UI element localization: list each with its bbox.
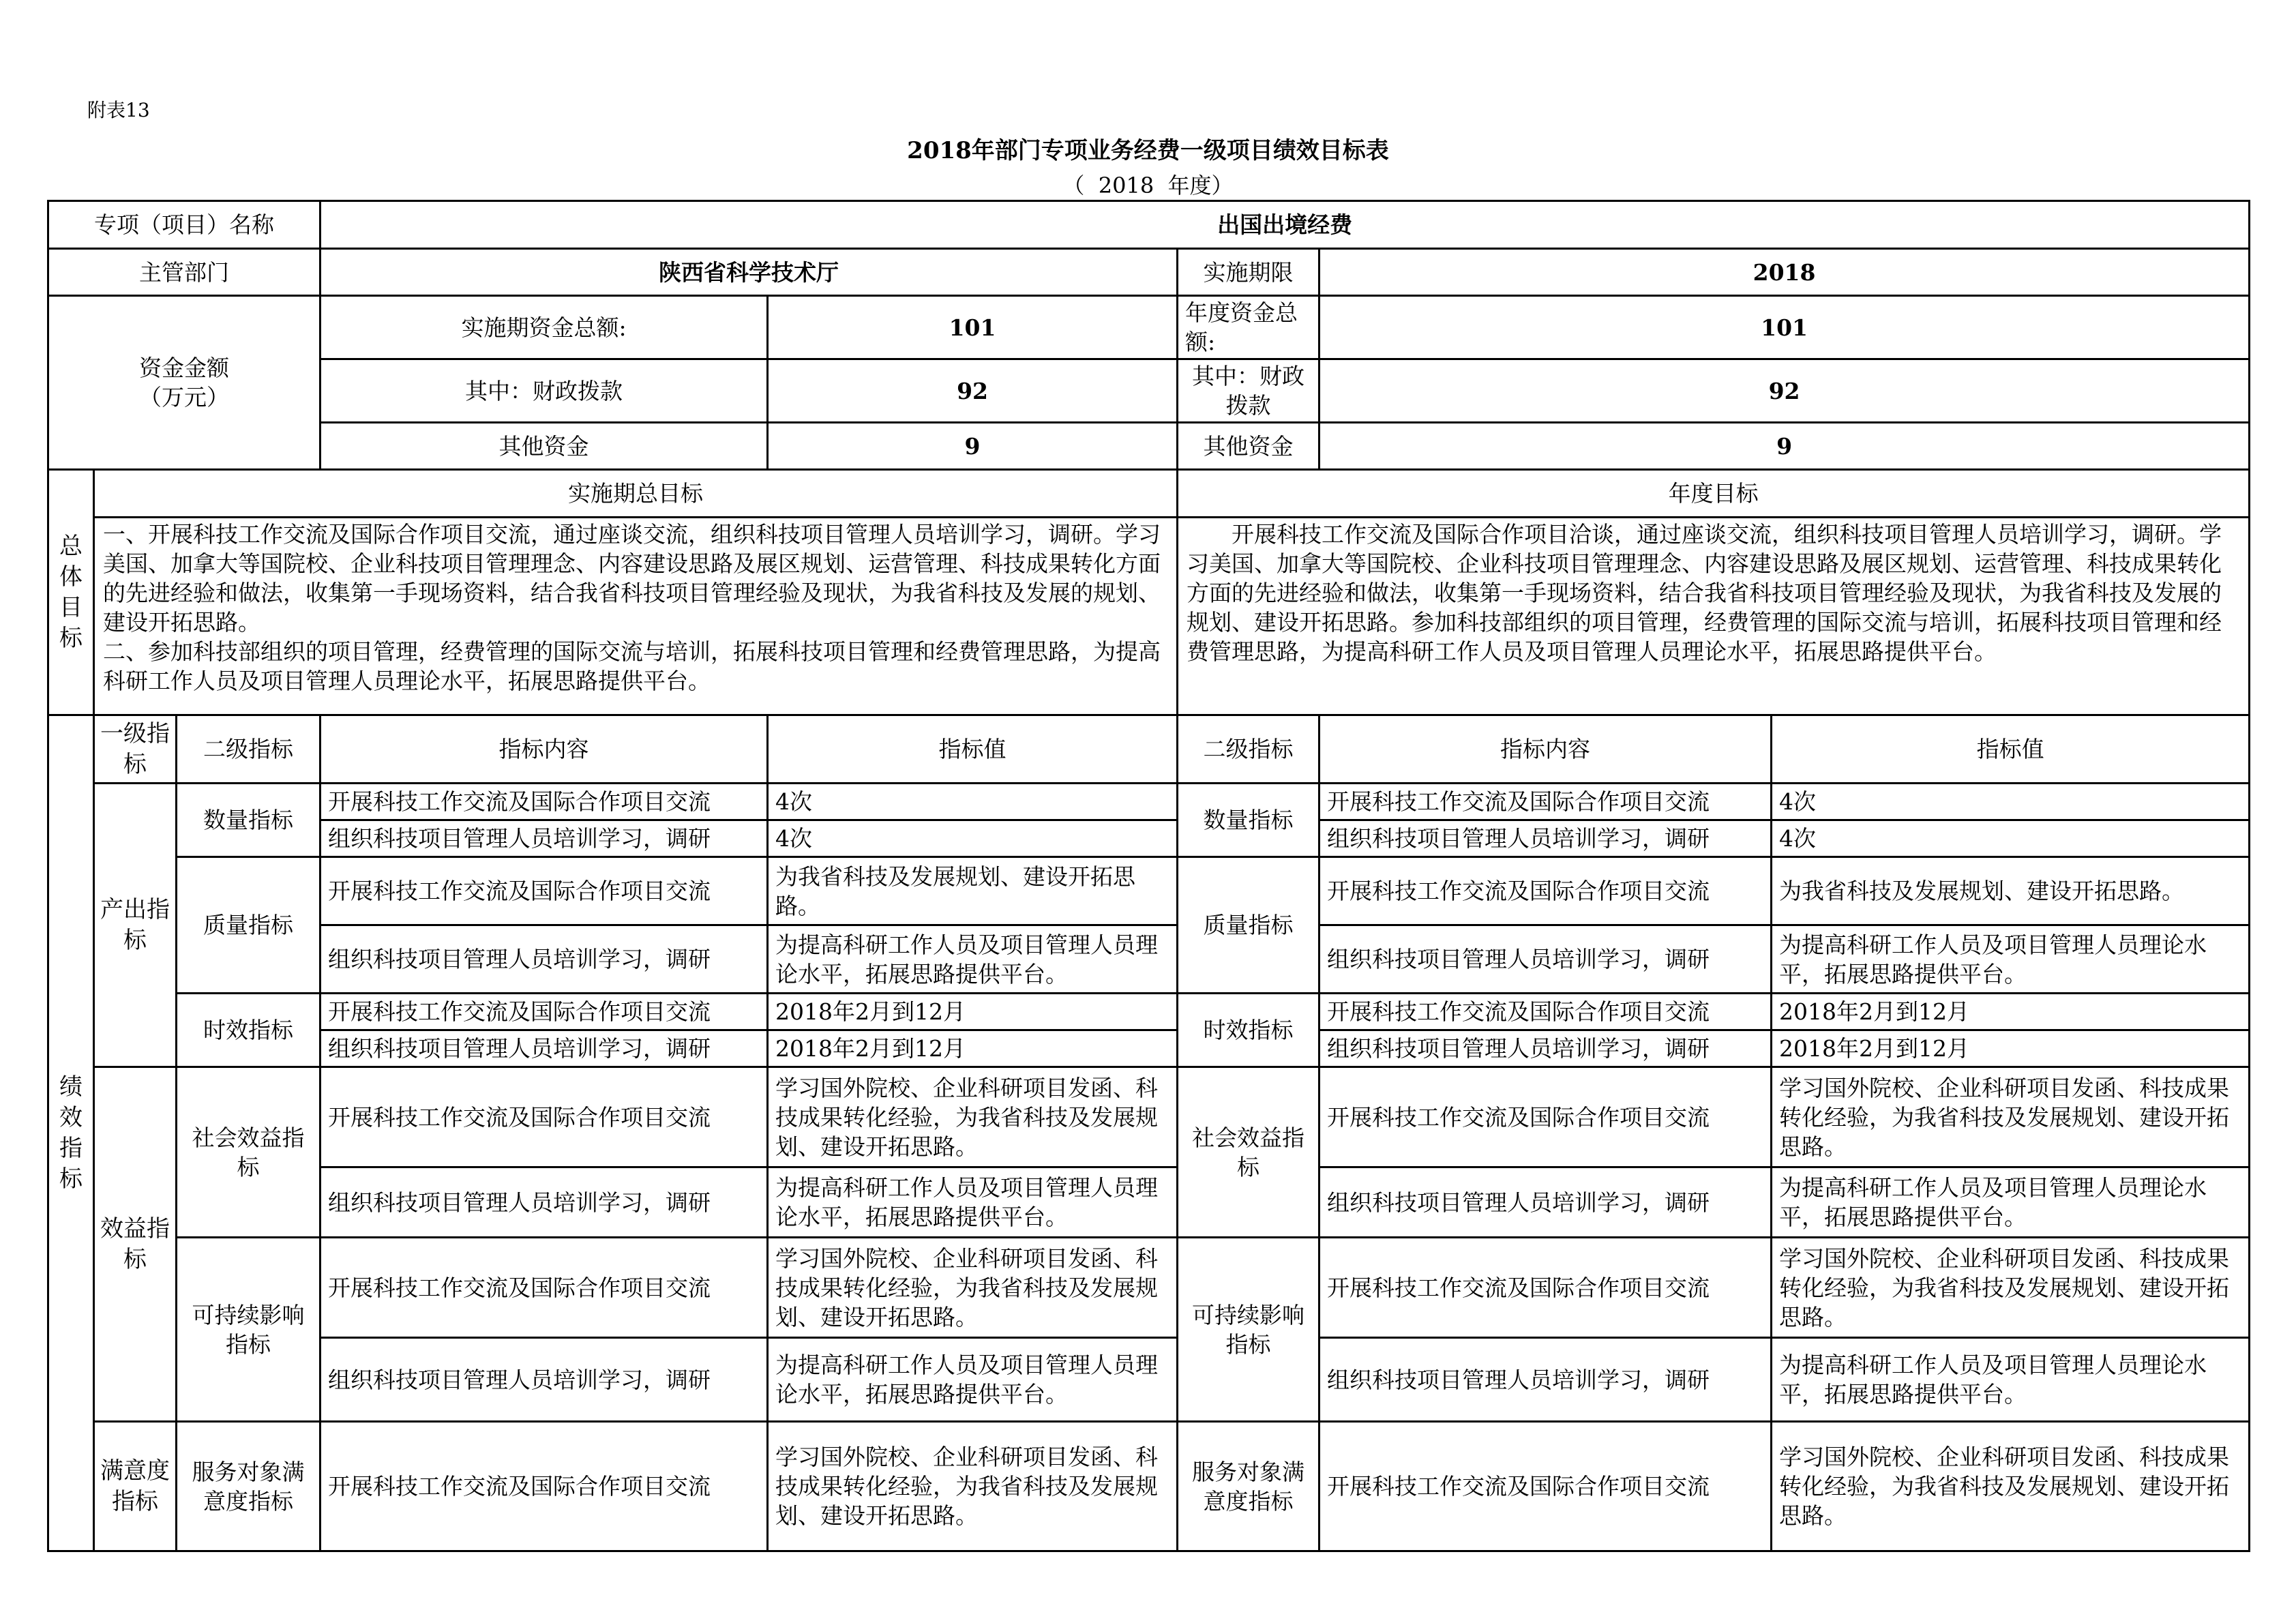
funds-impl-label: 实施期资金总额: [320, 296, 768, 359]
goal-text-row [48, 518, 2250, 715]
table-row [48, 784, 2250, 820]
period-label: 实施期限 [1178, 249, 1320, 296]
funds-row [48, 359, 2250, 423]
year-value-cell: 为提高科研工作人员及项目管理人员理论水平，拓展思路提供平台。 [1772, 1338, 2250, 1422]
table-row [48, 1422, 2250, 1551]
impl-content-cell: 开展科技工作交流及国际合作项目交流 [320, 1238, 768, 1338]
content-header: 指标内容 [320, 715, 768, 784]
year-value-cell: 学习国外院校、企业科研项目发函、科技成果转化经验，为我省科技及发展规划、建设开拓思路。 [1772, 1067, 2250, 1167]
overall-goal-label: 总体目标 [48, 470, 94, 715]
impl-goal-header: 实施期总目标 [94, 470, 1178, 518]
performance-header-row [48, 715, 2250, 784]
impl-value-cell: 2018年2月到12月 [768, 1030, 1178, 1067]
year-content-cell: 开展科技工作交流及国际合作项目交流 [1320, 1067, 1772, 1167]
table-row [48, 994, 2250, 1030]
impl-content-cell: 组织科技项目管理人员培训学习，调研 [320, 925, 768, 994]
funds-impl-value: 92 [768, 359, 1178, 423]
project-row [48, 201, 2250, 249]
impl-value-cell: 2018年2月到12月 [768, 994, 1178, 1030]
year-content-cell: 组织科技项目管理人员培训学习，调研 [1320, 925, 1772, 994]
year-level2-cell: 可持续影响指标 [1178, 1238, 1320, 1422]
funds-year-value: 101 [1320, 296, 2250, 359]
impl-content-cell: 开展科技工作交流及国际合作项目交流 [320, 994, 768, 1030]
impl-value-cell: 为我省科技及发展规划、建设开拓思路。 [768, 857, 1178, 925]
year-content-header: 指标内容 [1320, 715, 1772, 784]
project-value: 出国出境经费 [320, 201, 2250, 249]
impl-content-cell: 组织科技项目管理人员培训学习，调研 [320, 1030, 768, 1067]
table-row [48, 1067, 2250, 1167]
level2-cell: 可持续影响指标 [177, 1238, 320, 1422]
table-row [48, 925, 2250, 994]
funds-impl-label: 其他资金 [320, 423, 768, 470]
funds-year-value: 92 [1320, 359, 2250, 423]
year-value-cell: 2018年2月到12月 [1772, 1030, 2250, 1067]
year-level2-cell: 时效指标 [1178, 994, 1320, 1067]
impl-value-cell: 学习国外院校、企业科研项目发函、科技成果转化经验，为我省科技及发展规划、建设开拓思路。 [768, 1238, 1178, 1338]
level1-cell: 满意度指标 [94, 1422, 177, 1551]
funds-year-label: 其中：财政拨款 [1178, 359, 1320, 423]
year-level2-header: 二级指标 [1178, 715, 1320, 784]
page-subtitle: （ 2018 年度） [1062, 173, 1234, 198]
impl-content-cell: 组织科技项目管理人员培训学习，调研 [320, 1338, 768, 1422]
year-content-cell: 开展科技工作交流及国际合作项目交流 [1320, 1422, 1772, 1551]
year-content-cell: 组织科技项目管理人员培训学习，调研 [1320, 1167, 1772, 1238]
impl-value-cell: 4次 [768, 820, 1178, 857]
year-content-cell: 开展科技工作交流及国际合作项目交流 [1320, 857, 1772, 925]
funds-year-label: 年度资金总额: [1178, 296, 1320, 359]
impl-content-cell: 开展科技工作交流及国际合作项目交流 [320, 857, 768, 925]
year-value-cell: 为我省科技及发展规划、建设开拓思路。 [1772, 857, 2250, 925]
impl-value-cell: 4次 [768, 784, 1178, 820]
impl-content-cell: 开展科技工作交流及国际合作项目交流 [320, 784, 768, 820]
year-value-cell: 2018年2月到12月 [1772, 994, 2250, 1030]
impl-content-cell: 组织科技项目管理人员培训学习，调研 [320, 1167, 768, 1238]
year-value-cell: 4次 [1772, 820, 2250, 857]
funds-year-value: 9 [1320, 423, 2250, 470]
funds-label-line1: 资金金额 [139, 355, 230, 381]
funds-row [48, 423, 2250, 470]
table-row [48, 820, 2250, 857]
level1-header: 一级指标 [94, 715, 177, 784]
annex-label: 附表13 [87, 99, 150, 121]
year-value-cell: 为提高科研工作人员及项目管理人员理论水平，拓展思路提供平台。 [1772, 1167, 2250, 1238]
funds-label [48, 296, 320, 470]
year-goal-text: 开展科技工作交流及国际合作项目洽谈，通过座谈交流，组织科技项目管理人员培训学习，调研。学习美国、加拿大等国院校、企业科技项目管理理念、内容建设思路及展区规划、运营管理、科技成果转化方面的先进经验和做法，收集第一手现场资料，结合我省科技项目管理经验及现状，为我省科技及发展的规划、建设开拓思路。参加科技部组织的项目管理，经费管理的国际交流与培训，拓展科技项目管理和经费管理思路，为提高科研工作人员及项目管理人员理论水平，拓展思路提供平台。 [1178, 518, 2250, 715]
funds-impl-value: 101 [768, 296, 1178, 359]
page-title: 2018年部门专项业务经费一级项目绩效目标表 [907, 137, 1389, 164]
impl-content-cell: 开展科技工作交流及国际合作项目交流 [320, 1067, 768, 1167]
level2-cell: 质量指标 [177, 857, 320, 994]
level2-cell: 社会效益指标 [177, 1067, 320, 1238]
year-goal-header: 年度目标 [1178, 470, 2250, 518]
goal-header-row [48, 470, 2250, 518]
funds-impl-label: 其中：财政拨款 [320, 359, 768, 423]
level2-cell: 时效指标 [177, 994, 320, 1067]
year-content-cell: 组织科技项目管理人员培训学习，调研 [1320, 820, 1772, 857]
value-header: 指标值 [768, 715, 1178, 784]
impl-content-cell: 开展科技工作交流及国际合作项目交流 [320, 1422, 768, 1551]
year-level2-cell: 质量指标 [1178, 857, 1320, 994]
year-content-cell: 开展科技工作交流及国际合作项目交流 [1320, 784, 1772, 820]
impl-value-cell: 为提高科研工作人员及项目管理人员理论水平，拓展思路提供平台。 [768, 925, 1178, 994]
year-value-header: 指标值 [1772, 715, 2250, 784]
period-value: 2018 [1320, 249, 2250, 296]
year-level2-cell: 社会效益指标 [1178, 1067, 1320, 1238]
funds-label-line2: （万元） [139, 384, 230, 411]
year-content-cell: 组织科技项目管理人员培训学习，调研 [1320, 1338, 1772, 1422]
year-level2-cell: 服务对象满意度指标 [1178, 1422, 1320, 1551]
department-label: 主管部门 [48, 249, 320, 296]
funds-row [48, 296, 2250, 359]
impl-content-cell: 组织科技项目管理人员培训学习，调研 [320, 820, 768, 857]
level2-header: 二级指标 [177, 715, 320, 784]
level2-cell: 数量指标 [177, 784, 320, 857]
impl-goal-text: 一、开展科技工作交流及国际合作项目交流，通过座谈交流，组织科技项目管理人员培训学习，调研。学习美国、加拿大等国院校、企业科技项目管理理念、内容建设思路及展区规划、运营管理、科技成果转化方面的先进经验和做法，收集第一手现场资料，结合我省科技项目管理经验及现状，为我省科技及发展的规划、建设开拓思路。 二、参加科技部组织的项目管理，经费管理的国际交流与培训，拓展科技项目管理和经费管理思路，为提高科研工作人员及项目管理人员理论水平，拓展思路提供平台。 [94, 518, 1178, 715]
funds-impl-value: 9 [768, 423, 1178, 470]
year-value-cell: 为提高科研工作人员及项目管理人员理论水平，拓展思路提供平台。 [1772, 925, 2250, 994]
year-value-cell: 学习国外院校、企业科研项目发函、科技成果转化经验，为我省科技及发展规划、建设开拓思路。 [1772, 1422, 2250, 1551]
department-value: 陕西省科学技术厅 [320, 249, 1178, 296]
department-row [48, 249, 2250, 296]
performance-table-container [47, 200, 2249, 1529]
impl-value-cell: 学习国外院校、企业科研项目发函、科技成果转化经验，为我省科技及发展规划、建设开拓思路。 [768, 1422, 1178, 1551]
level2-cell: 服务对象满意度指标 [177, 1422, 320, 1551]
performance-label: 绩效指标 [48, 715, 94, 1551]
performance-table [47, 200, 2250, 1552]
year-content-cell: 开展科技工作交流及国际合作项目交流 [1320, 994, 1772, 1030]
year-level2-cell: 数量指标 [1178, 784, 1320, 857]
year-content-cell: 开展科技工作交流及国际合作项目交流 [1320, 1238, 1772, 1338]
funds-year-label: 其他资金 [1178, 423, 1320, 470]
table-row [48, 1238, 2250, 1338]
impl-value-cell: 学习国外院校、企业科研项目发函、科技成果转化经验，为我省科技及发展规划、建设开拓思路。 [768, 1067, 1178, 1167]
table-row [48, 857, 2250, 925]
table-row [48, 1338, 2250, 1422]
year-value-cell: 学习国外院校、企业科研项目发函、科技成果转化经验，为我省科技及发展规划、建设开拓思路。 [1772, 1238, 2250, 1338]
year-value-cell: 4次 [1772, 784, 2250, 820]
level1-cell: 效益指标 [94, 1067, 177, 1422]
impl-value-cell: 为提高科研工作人员及项目管理人员理论水平，拓展思路提供平台。 [768, 1167, 1178, 1238]
project-label: 专项（项目）名称 [48, 201, 320, 249]
year-content-cell: 组织科技项目管理人员培训学习，调研 [1320, 1030, 1772, 1067]
table-row [48, 1167, 2250, 1238]
impl-value-cell: 为提高科研工作人员及项目管理人员理论水平，拓展思路提供平台。 [768, 1338, 1178, 1422]
table-row [48, 1030, 2250, 1067]
level1-cell: 产出指标 [94, 784, 177, 1067]
